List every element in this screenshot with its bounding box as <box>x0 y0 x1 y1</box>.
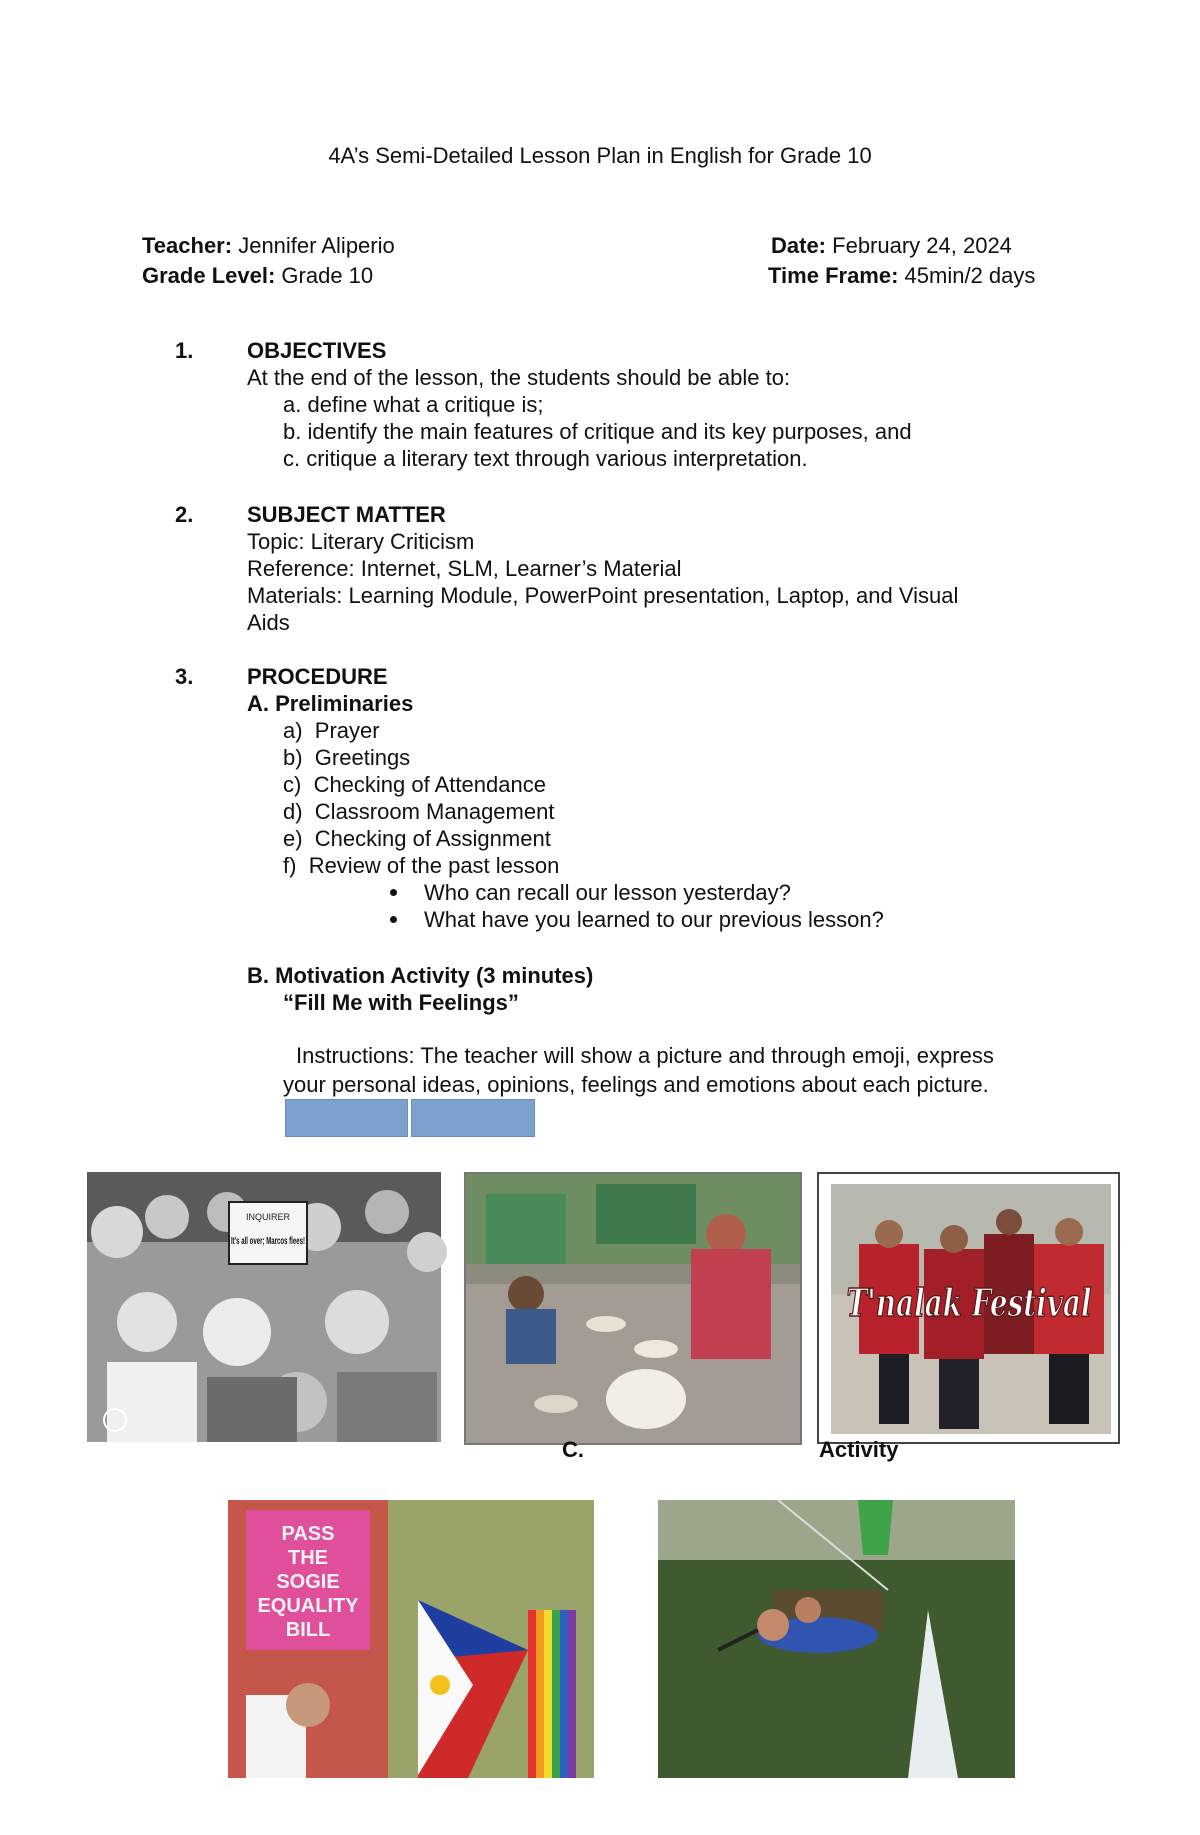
item-letter: e) <box>283 826 303 851</box>
emoji-box[interactable] <box>285 1099 408 1137</box>
item-letter: d) <box>283 799 303 824</box>
caption-activity: Activity <box>819 1437 899 1462</box>
subject-number: 2. <box>175 502 194 527</box>
festival-title-text: T'nalak Festival <box>846 1280 1092 1325</box>
subject-materials-cont: Aids <box>247 610 290 635</box>
street-children-photo <box>464 1172 802 1445</box>
subject-topic: Topic: Literary Criticism <box>247 529 475 554</box>
review-bullet <box>424 906 884 933</box>
tnalak-festival-photo <box>817 1172 1120 1444</box>
preliminary-item <box>283 852 559 879</box>
page-title: 4A’s Semi-Detailed Lesson Plan in English for Grade 10 <box>328 143 872 168</box>
objective-item: a. define what a critique is; <box>283 392 544 417</box>
subject-materials: Materials: Learning Module, PowerPoint presentation, Laptop, and Visual <box>247 583 959 608</box>
item-text: Review of the past lesson <box>308 853 560 878</box>
item-text: Classroom Management <box>314 799 555 824</box>
caption-c: C. <box>562 1437 584 1462</box>
bullet-icon <box>390 916 397 923</box>
grade-value: Grade 10 <box>281 263 374 288</box>
item-text: Prayer <box>314 718 380 743</box>
grade-label: Grade Level: <box>142 263 276 288</box>
procedure-heading: PROCEDURE <box>247 664 388 689</box>
sogie-photo <box>228 1500 594 1778</box>
date-value: February 24, 2024 <box>832 233 1012 258</box>
procedure-number: 3. <box>175 664 194 689</box>
bullet-text: What have you learned to our previous lesson? <box>424 907 884 932</box>
objective-item: b. identify the main features of critique and its key purposes, and <box>283 419 912 444</box>
instructions-line-cont: your personal ideas, opinions, feelings and emotions about each picture. <box>283 1072 989 1097</box>
protest-photo-graphic <box>87 1172 441 1442</box>
objectives-intro: At the end of the lesson, the students should be able to: <box>247 365 791 390</box>
protest-sign-text: It's all over; Marcos flees! <box>231 1236 305 1247</box>
item-text: Checking of Attendance <box>313 772 546 797</box>
preliminary-item <box>283 771 546 798</box>
preliminary-item <box>283 717 380 744</box>
teacher-line <box>142 233 395 259</box>
preliminaries-heading: A. Preliminaries <box>247 691 414 716</box>
sogie-sign-text: PASS THE SOGIE EQUALITY BILL <box>257 1523 359 1641</box>
teacher-value: Jennifer Aliperio <box>238 233 395 258</box>
time-label: Time Frame: <box>768 263 899 288</box>
street-children-graphic <box>466 1174 800 1443</box>
zipline-graphic <box>658 1500 1015 1778</box>
sogie-graphic <box>228 1500 594 1778</box>
subject-reference: Reference: Internet, SLM, Learner’s Material <box>247 556 682 581</box>
item-letter: f) <box>283 853 297 878</box>
review-bullet <box>424 879 791 906</box>
time-line <box>768 263 1035 289</box>
motivation-heading: B. Motivation Activity (3 minutes) <box>247 963 594 988</box>
item-letter: a) <box>283 718 303 743</box>
objectives-heading: OBJECTIVES <box>247 338 387 363</box>
tnalak-festival-graphic <box>819 1174 1118 1442</box>
date-line <box>771 233 1012 259</box>
preliminary-item <box>283 798 554 825</box>
teacher-label: Teacher: <box>142 233 233 258</box>
item-text: Checking of Assignment <box>314 826 551 851</box>
zipline-photo <box>658 1500 1015 1778</box>
protest-sign-header: INQUIRER <box>245 1212 291 1222</box>
preliminary-item <box>283 825 551 852</box>
subject-heading: SUBJECT MATTER <box>247 502 446 527</box>
grade-line <box>142 263 373 289</box>
date-label: Date: <box>771 233 827 258</box>
instructions-line: Instructions: The teacher will show a picture and through emoji, express <box>296 1043 994 1068</box>
bullet-text: Who can recall our lesson yesterday? <box>424 880 791 905</box>
preliminary-item <box>283 744 410 771</box>
protest-photo <box>87 1172 441 1442</box>
bullet-icon <box>390 889 397 896</box>
item-text: Greetings <box>314 745 411 770</box>
emoji-box[interactable] <box>411 1099 535 1137</box>
item-letter: c) <box>283 772 302 797</box>
motivation-title: “Fill Me with Feelings” <box>283 990 519 1015</box>
objective-item: c. critique a literary text through various interpretation. <box>283 446 808 471</box>
time-value: 45min/2 days <box>904 263 1036 288</box>
item-letter: b) <box>283 745 303 770</box>
objectives-number: 1. <box>175 338 194 363</box>
